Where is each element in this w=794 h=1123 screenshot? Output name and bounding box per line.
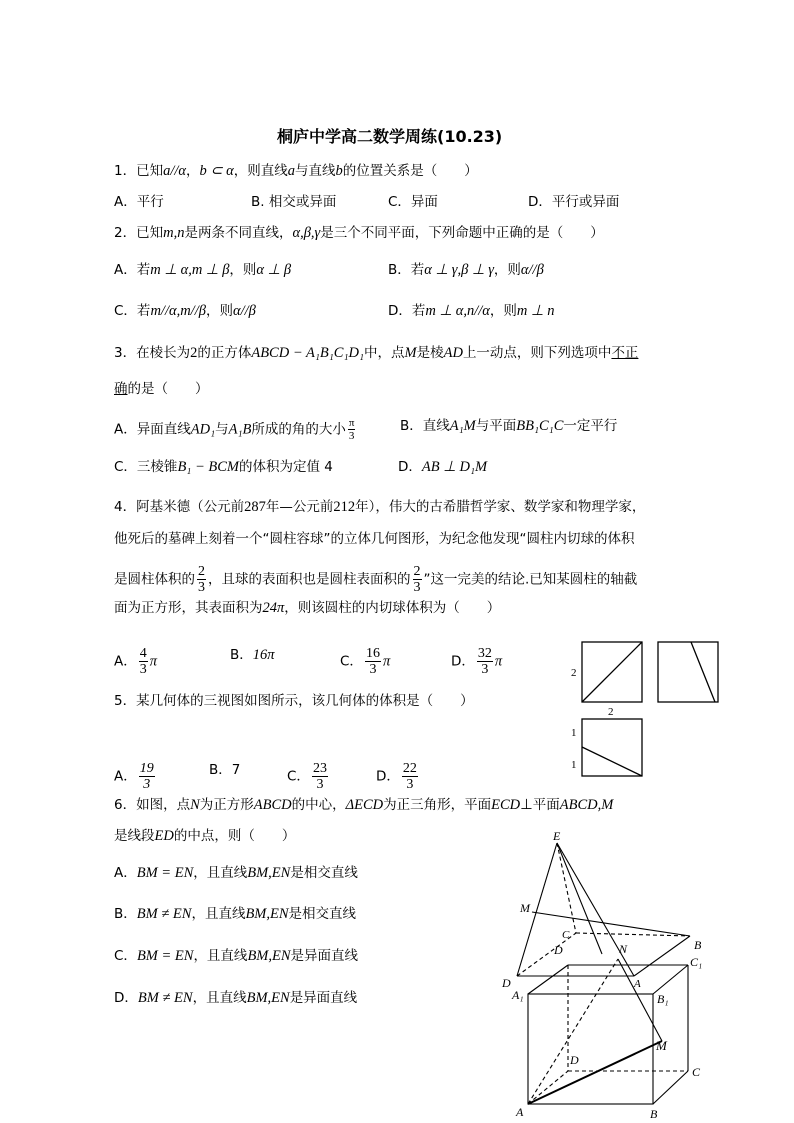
- q3-stem-d: 是棱: [416, 345, 444, 361]
- q4-line4: [114, 599, 500, 617]
- q6-plane1: ECD: [491, 797, 521, 813]
- label-1-bottom: 1: [571, 759, 577, 771]
- q4-frac1-num: 2: [198, 564, 205, 579]
- edge-BC: [653, 1071, 688, 1104]
- q4-frac2-den: 3: [413, 580, 421, 595]
- q2-option-b: [388, 261, 544, 279]
- q1-option-b: B. 相交或异面: [251, 194, 337, 210]
- q6-plane2: ABCD,M: [559, 797, 614, 813]
- cube-label-B: B: [650, 1107, 658, 1120]
- q1-option-a: A．平行: [114, 194, 164, 210]
- q5-c-num: 23: [312, 761, 327, 776]
- q5-c-fraction: [312, 761, 328, 792]
- pyr-label-B: B: [694, 938, 702, 952]
- pyr-label-D: D: [502, 976, 511, 990]
- q4-line3-a: 是圆柱体积的: [114, 571, 195, 588]
- q6-b-pre: B．: [114, 906, 137, 922]
- q3-d-m1: AB ⊥ D₁M: [421, 459, 488, 475]
- q6-b-post: 是相交直线: [288, 906, 357, 922]
- q6-stem-d: 为正三角形，平面: [383, 797, 492, 813]
- q3-option-b: [400, 417, 617, 435]
- q6-a-m2: BM,EN: [247, 865, 291, 881]
- pyr-label-C: C: [562, 929, 570, 941]
- q6-d-m1: BM ≠ EN: [137, 990, 193, 1006]
- q6-stem-e: 平面: [532, 797, 560, 813]
- q1-sep: ，: [186, 163, 200, 179]
- q3-c-post: 的体积为定值 4: [238, 459, 333, 475]
- q6-line2-a: 是线段: [114, 828, 155, 844]
- q6-ED: ED: [154, 828, 174, 844]
- q2-a-mid: ，则: [229, 262, 257, 278]
- q4-option-d: [451, 646, 502, 677]
- q4-year2: 212: [333, 499, 356, 515]
- q2-a-math1: m ⊥ α,m ⊥ β: [150, 262, 230, 278]
- q6-d-post: 是异面直线: [289, 990, 358, 1006]
- q3-cube: ABCD − A₁B₁C₁D₁: [251, 345, 364, 361]
- q4-d-label: D．: [451, 653, 475, 670]
- q4-c-den: 3: [369, 662, 377, 677]
- q4-line3-c: ”这一完美的结论.已知某圆柱的轴截: [423, 571, 638, 588]
- q3-stem-b: 的正方体: [197, 345, 252, 361]
- q4-c-num: 16: [365, 646, 380, 661]
- q4-line1: [114, 498, 645, 516]
- q6-line2-b: 的中点，则（ ）: [173, 828, 296, 844]
- cube-label-C1: C₁: [690, 955, 703, 969]
- q4-a-label: A．: [114, 653, 137, 670]
- q6-d-m2: BM,EN: [246, 990, 290, 1006]
- pyr-label-N: N: [619, 942, 628, 956]
- q6-a-mid: ，且直线: [193, 865, 248, 881]
- q4-d-pi: π: [494, 653, 503, 670]
- q3-M: M: [404, 345, 417, 361]
- q4-line4-b: ，则该圆柱的内切球体积为（ ）: [284, 600, 501, 616]
- q3-a-m2: A₁B: [228, 421, 252, 438]
- q6-d-mid: ，且直线: [192, 990, 247, 1006]
- q3-b-m1: A₁M: [449, 418, 476, 434]
- q3-b-mid: 与平面: [475, 418, 517, 434]
- edge-A1D1: [528, 965, 568, 994]
- q1-stem: [114, 162, 478, 180]
- q6-c-mid: ，且直线: [193, 948, 248, 964]
- q5-a-den: 3: [143, 777, 151, 792]
- pyramid-cube-figure: [498, 826, 720, 1120]
- q4-area: 24π: [262, 600, 285, 616]
- q3-a-pre: A．异面直线: [114, 421, 191, 438]
- q2-b-math1: α ⊥ γ,β ⊥ γ: [424, 262, 494, 278]
- q2-stem: [114, 224, 604, 242]
- q1-stem-b: ，则直线: [233, 163, 288, 179]
- q2-stem-c: 是三个不同平面，下列命题中正确的是（ ）: [320, 225, 604, 241]
- side-view: [658, 642, 718, 702]
- q6-c-pre: C．: [114, 948, 137, 964]
- q1-line-a: a: [287, 163, 296, 179]
- q6-stem: [114, 796, 613, 814]
- q3-d-pre: D．: [398, 459, 422, 475]
- side-view-diagonal: [691, 642, 715, 702]
- q2-c-math1: m//α,m//β: [150, 303, 206, 319]
- q4-d-fraction: [477, 646, 493, 677]
- q6-a-m1: BM = EN: [136, 865, 194, 881]
- q6-b-m2: BM,EN: [245, 906, 289, 922]
- q4-line2: 他死后的墓碑上刻着一个“圆柱容球”的立体几何图形，为纪念他发现“圆柱内切球的体积: [114, 531, 635, 547]
- q3-c-pre: C．三棱锥: [114, 459, 178, 475]
- q3-stem-line2: [114, 380, 209, 398]
- q4-option-c: [340, 646, 390, 677]
- q6-c-post: 是异面直线: [290, 948, 359, 964]
- q2-stem-a: 2．已知: [114, 225, 164, 241]
- q2-option-c: [114, 302, 256, 320]
- q3-a-m1: AD₁: [190, 421, 216, 438]
- q2-c-mid: ，则: [205, 303, 233, 319]
- q6-option-a: [114, 864, 358, 882]
- edge-EA: [557, 843, 634, 976]
- q5-a-label: A．: [114, 768, 137, 785]
- front-view-diagonal: [582, 642, 642, 702]
- q2-c-pre: C．若: [114, 303, 151, 319]
- q2-b-pre: B．若: [388, 262, 425, 278]
- pyr-label-M: M: [520, 901, 530, 915]
- q3-a-mid2: 所成的角的大小: [251, 421, 346, 438]
- q5-d-label: D．: [376, 768, 400, 785]
- q5-stem: 5．某几何体的三视图如图所示，该几何体的体积是（ ）: [114, 693, 474, 709]
- q4-fraction-2: [413, 564, 422, 595]
- q2-d-mid: ，则: [489, 303, 517, 319]
- q6-stem-line2: [114, 827, 295, 845]
- q3-b-pre: B．直线: [400, 418, 450, 434]
- q3-underline1: 不正: [611, 345, 639, 361]
- q2-d-math1: m ⊥ α,n//α: [425, 303, 490, 319]
- q3-two: 2: [190, 345, 198, 361]
- pyr-label-E: E: [553, 829, 561, 843]
- edge-EC: [557, 843, 576, 933]
- q4-line1-a: 4．阿基米德（公元前: [114, 499, 245, 515]
- q3-stem-e: 上一动点，则下列选项中: [462, 345, 612, 361]
- q5-c-label: C．: [287, 768, 310, 785]
- top-view: [582, 719, 642, 776]
- q5-d-den: 3: [406, 777, 414, 792]
- q4-c-label: C．: [340, 653, 363, 670]
- q1-line-b: b: [335, 163, 343, 179]
- q5-d-fraction: [402, 761, 418, 792]
- q4-a-den: 3: [139, 662, 147, 677]
- q3-b-post: 一定平行: [563, 418, 618, 434]
- q6-option-b: [114, 905, 356, 923]
- cube-label-A1: A₁: [512, 988, 524, 1002]
- label-1-top: 1: [571, 727, 577, 739]
- q5-option-a: [114, 761, 157, 792]
- q6-c-m1: BM = EN: [136, 948, 194, 964]
- q3-option-c: [114, 458, 333, 476]
- cube-label-C: C: [692, 1065, 701, 1079]
- top-view-diagonal: [582, 747, 642, 776]
- q6-option-d: [114, 989, 357, 1007]
- edge-B1C1: [653, 965, 688, 994]
- q4-a-pi: π: [149, 653, 158, 670]
- q3-AD: AD: [443, 345, 463, 361]
- q2-mn: m,n: [163, 225, 185, 241]
- q4-line4-a: 面为正方形，其表面积为: [114, 600, 263, 616]
- q2-d-pre: D．若: [388, 303, 426, 319]
- q6-stem-c: 的中心，: [291, 797, 346, 813]
- q4-frac2-num: 2: [413, 564, 421, 579]
- q4-line3-b: ，且球的表面积也是圆柱表面积的: [208, 571, 411, 588]
- q3-a-fraction: [348, 417, 356, 442]
- q5-option-c: [287, 761, 330, 792]
- q6-stem-b: 为正方形: [199, 797, 254, 813]
- q3-option-a: [114, 417, 357, 442]
- q3-stem-c: 中，点: [364, 345, 405, 361]
- label-2-bottom: 2: [608, 706, 614, 718]
- q6-b-mid: ，且直线: [191, 906, 246, 922]
- q4-a-fraction: [139, 646, 148, 677]
- q6-a-post: 是相交直线: [290, 865, 358, 881]
- q2-abg: α,β,γ: [292, 225, 321, 241]
- q6-option-c: [114, 947, 358, 965]
- q3-stem-a: 3．在棱长为: [114, 345, 191, 361]
- cube-front-face: [528, 994, 653, 1104]
- q3-option-d: [398, 458, 487, 476]
- q6-c-m2: BM,EN: [247, 948, 291, 964]
- q5-c-den: 3: [316, 777, 324, 792]
- q4-a-num: 4: [139, 646, 147, 661]
- q1-option-c: C．异面: [388, 194, 438, 210]
- q3-b-m2: BB₁C₁C: [516, 418, 564, 434]
- q2-a-math2: α ⊥ β: [256, 262, 292, 278]
- q1-stem-d: 的位置关系是（ ）: [342, 163, 478, 179]
- q2-a-pre: A．若: [114, 262, 151, 278]
- q1-option-d: D．平行或异面: [528, 194, 620, 210]
- q4-b-label: B．: [230, 647, 253, 663]
- cube-group: [528, 959, 688, 1104]
- q4-year1: 287: [244, 499, 266, 515]
- q4-d-num: 32: [477, 646, 492, 661]
- q6-ABCD: ABCD: [253, 797, 292, 813]
- q4-c-pi: π: [382, 653, 391, 670]
- q6-a-pre: A．: [114, 865, 137, 881]
- q2-stem-b: 是两条不同直线，: [184, 225, 293, 241]
- q1-cond1: a//α: [163, 163, 187, 179]
- q3-a-frac-num: π: [348, 417, 355, 429]
- q6-perp: ⊥: [520, 797, 533, 813]
- q2-b-math2: α//β: [520, 262, 544, 278]
- q5-option-d: [376, 761, 420, 792]
- q6-d-pre: D．: [114, 990, 138, 1006]
- cube-label-A: A: [516, 1105, 524, 1119]
- q6-b-m1: BM ≠ EN: [136, 906, 192, 922]
- three-view-figure: [565, 638, 725, 783]
- q5-a-fraction: [139, 761, 155, 792]
- q4-line1-c: 年），伟大的古希腊哲学家、数学家和物理学家，: [355, 499, 646, 515]
- q6-ECD: ΔECD: [345, 797, 384, 813]
- q5-a-num: 19: [139, 761, 154, 776]
- q4-frac1-den: 3: [198, 580, 205, 595]
- q3-stem: [114, 344, 638, 362]
- cube-label-D1: D: [554, 943, 563, 957]
- q5-option-b: B．7: [209, 762, 241, 778]
- segment-MB: [532, 912, 690, 936]
- q4-d-den: 3: [481, 662, 489, 677]
- q1-stem-a: 1．已知: [114, 163, 164, 179]
- q4-fraction-1: [197, 564, 206, 595]
- q2-b-mid: ，则: [493, 262, 521, 278]
- q1-cond2: b ⊂ α: [199, 163, 234, 179]
- q3-c-m1: B₁ − BCM: [177, 459, 239, 475]
- q4-line1-b: 年—公元前: [265, 499, 334, 515]
- q4-line3: [114, 564, 637, 595]
- cube-label-D: D: [570, 1053, 579, 1067]
- q4-option-a: [114, 646, 157, 677]
- q6-N: N: [190, 797, 200, 813]
- pyr-label-A: A: [634, 978, 641, 990]
- q3-a-mid1: 与: [215, 421, 229, 438]
- q3-underline2: 确: [114, 381, 128, 397]
- q2-option-d: [388, 302, 555, 320]
- q3-a-frac-den: 3: [348, 430, 355, 442]
- page-title: 桐庐中学高二数学周练(10.23): [277, 127, 503, 146]
- label-2-left: 2: [571, 667, 577, 679]
- q2-c-math2: α//β: [232, 303, 256, 319]
- q2-d-math2: m ⊥ n: [516, 303, 555, 319]
- q6-stem-a: 6．如图，点: [114, 797, 191, 813]
- cube-label-M: M: [656, 1038, 667, 1053]
- q4-c-fraction: [365, 646, 381, 677]
- q4-b-value: 16π: [252, 647, 275, 663]
- q5-d-num: 22: [402, 761, 417, 776]
- q1-stem-c: 与直线: [295, 163, 336, 179]
- q3-stem-f: 的是（ ）: [127, 381, 209, 397]
- cube-label-B1: B₁: [657, 992, 669, 1006]
- q4-option-b: [230, 646, 275, 664]
- q2-option-a: [114, 261, 291, 279]
- pyramid-group: [517, 843, 690, 976]
